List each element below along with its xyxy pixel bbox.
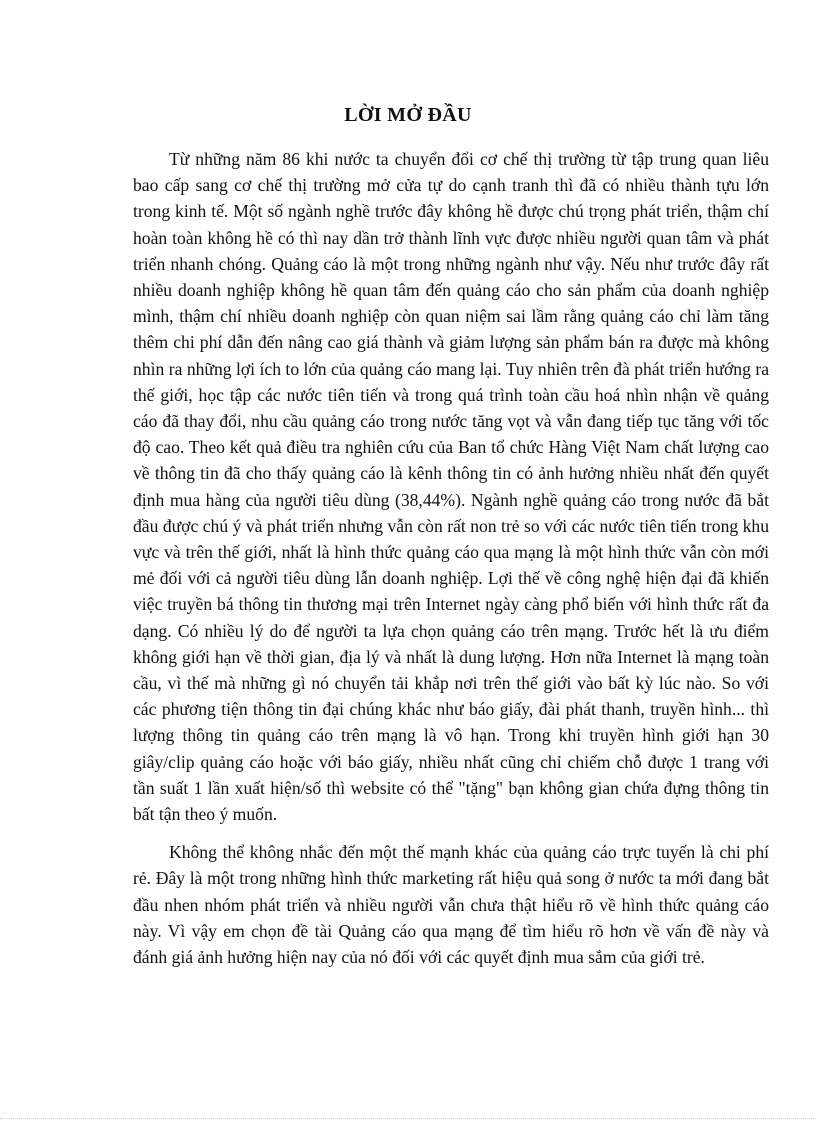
document-body [133,146,769,970]
page-bottom-divider [0,1118,816,1119]
paragraph-2: Không thể không nhắc đến một thế mạnh khác của quảng cáo trực tuyến là chi phí rẻ. Đây là một trong những hình thức marketing rất hiệu quả song ở nước ta mới đang bắt đầu nhen nhóm phát triển và nhiều người vẫn chưa thật hiểu rõ về hình thức quảng cáo này. Vì vậy em chọn đề tài Quảng cáo qua mạng để tìm hiểu rõ hơn về vấn đề này và đánh giá ảnh hưởng hiện nay của nó đối với các quyết định mua sắm của giới trẻ. [133,842,769,968]
page-title: LỜI MỞ ĐẦU [344,104,472,126]
paragraph-1: Từ những năm 86 khi nước ta chuyển đổi cơ chế thị trường từ tập trung quan liêu bao cấp sang cơ chế thị trường mở cửa tự do cạnh tranh thì đã có nhiều thành tựu lớn trong kinh tế. Một số ngành nghề trước đây không hề được chú trọng phát triển, thậm chí hoàn toàn không hề có thì nay dần trở thành lĩnh vực được nhiều người quan tâm và phát triển nhanh chóng. Quảng cáo là một trong những ngành như vậy. Nếu như trước đây rất nhiều doanh nghiệp không hề quan tâm đến quảng cáo cho sản phẩm của doanh nghiệp mình, thậm chí nhiều doanh nghiệp còn quan niệm sai lầm rằng quảng cáo chỉ làm tăng thêm chi phí dẫn đến nâng cao giá thành và giảm lượng sản phẩm bán ra được mà không nhìn ra những lợi ích to lớn của quảng cáo mang lại. Tuy nhiên trên đà phát triển hướng ra thế giới, học tập các nước tiên tiến và trong quá trình toàn cầu hoá nhìn nhận về quảng cáo đã thay đổi, nhu cầu quảng cáo trong nước tăng vọt và vẫn đang tiếp tục tăng với tốc độ cao. Theo kết quả điều tra nghiên cứu của Ban tổ chức Hàng Việt Nam chất lượng cao về thông tin đã cho thấy quảng cáo là kênh thông tin có ảnh hưởng nhiều nhất đến quyết định mua hàng của người tiêu dùng (38,44%). Ngành nghề quảng cáo trong nước đã bắt đầu được chú ý và phát triển nhưng vẫn còn rất non trẻ so với các nước tiên tiến trong khu vực và trên thế giới, nhất là hình thức quảng cáo qua mạng là một hình thức vẫn còn mới mẻ đối với cả người tiêu dùng lẫn doanh nghiệp. Lợi thế về công nghệ hiện đại đã khiến việc truyền bá thông tin thương mại trên Internet ngày càng phổ biến với hình thức rất đa dạng. Có nhiều lý do để người ta lựa chọn quảng cáo trên mạng. Trước hết là ưu điểm không giới hạn về thời gian, địa lý và nhất là dung lượng. Hơn nữa Internet là mạng toàn cầu, vì thế mà những gì nó chuyển tải khắp nơi trên thế giới vào bất kỳ lúc nào. So với các phương tiện thông tin đại chúng khác như báo giấy, đài phát thanh, truyền hình... thì lượng thông tin quảng cáo trên mạng là vô hạn. Trong khi truyền hình giới hạn 30 giây/clip quảng cáo hoặc với báo giấy, nhiều nhất cũng chỉ chiếm chỗ được 1 trang với tần suất 1 lần xuất hiện/số thì website có thể "tặng" bạn không gian chứa đựng thông tin bất tận theo ý muốn. [133,149,769,825]
